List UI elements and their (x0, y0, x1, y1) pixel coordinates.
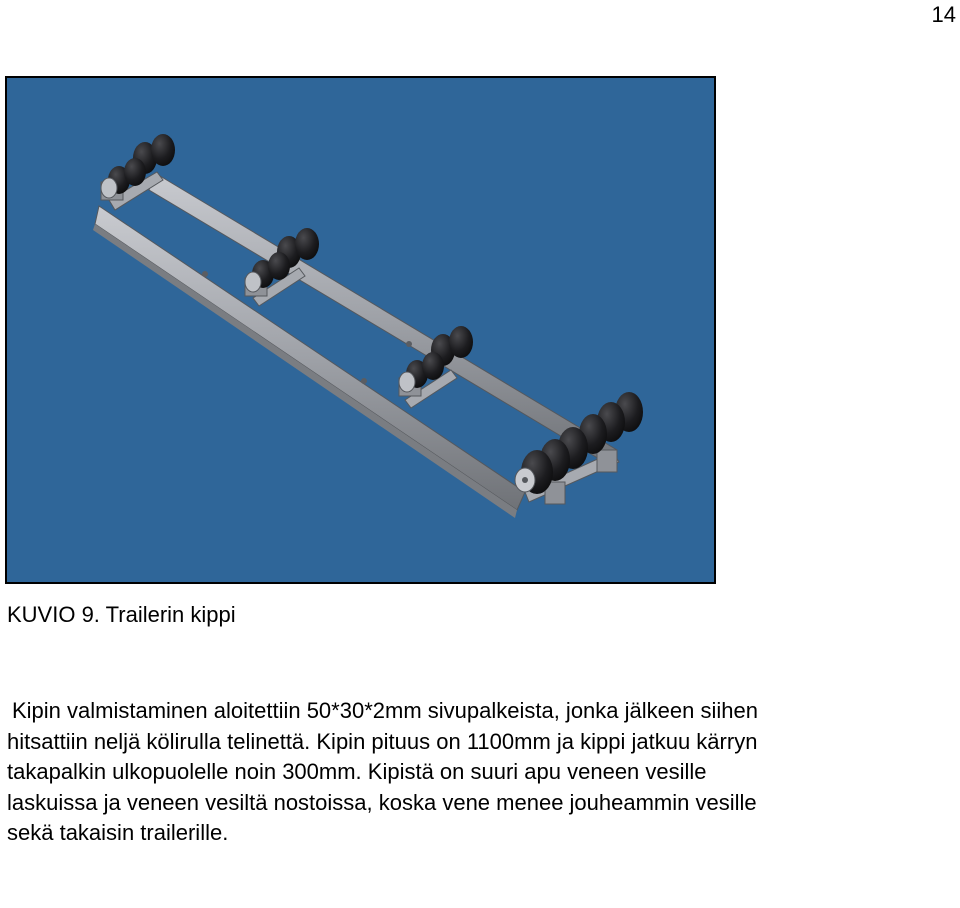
caption-text: Trailerin kippi (105, 602, 236, 627)
paragraph-line: Kipin valmistaminen aloitettiin 50*30*2mm sivupalkeista, jonka jälkeen siihen (12, 698, 758, 723)
figure-trailer-tipper (5, 76, 716, 584)
body-paragraph (7, 696, 947, 849)
paragraph-line: hitsattiin neljä kölirulla telinettä. Kipin pituus on 1100mm ja kippi jatkuu kärryn (7, 728, 758, 754)
page-number: 14 (931, 2, 956, 27)
trailer-tipping-frame-image (7, 78, 714, 582)
figure-caption (7, 601, 236, 629)
paragraph-line: laskuissa ja veneen vesiltä nostoissa, koska vene menee jouheammin vesille (7, 789, 757, 815)
paragraph-line: sekä takaisin trailerille. (7, 820, 229, 846)
caption-label: KUVIO 9. (7, 602, 100, 627)
paragraph-line: takapalkin ulkopuolelle noin 300mm. Kipistä on suuri apu veneen vesille (7, 759, 707, 785)
